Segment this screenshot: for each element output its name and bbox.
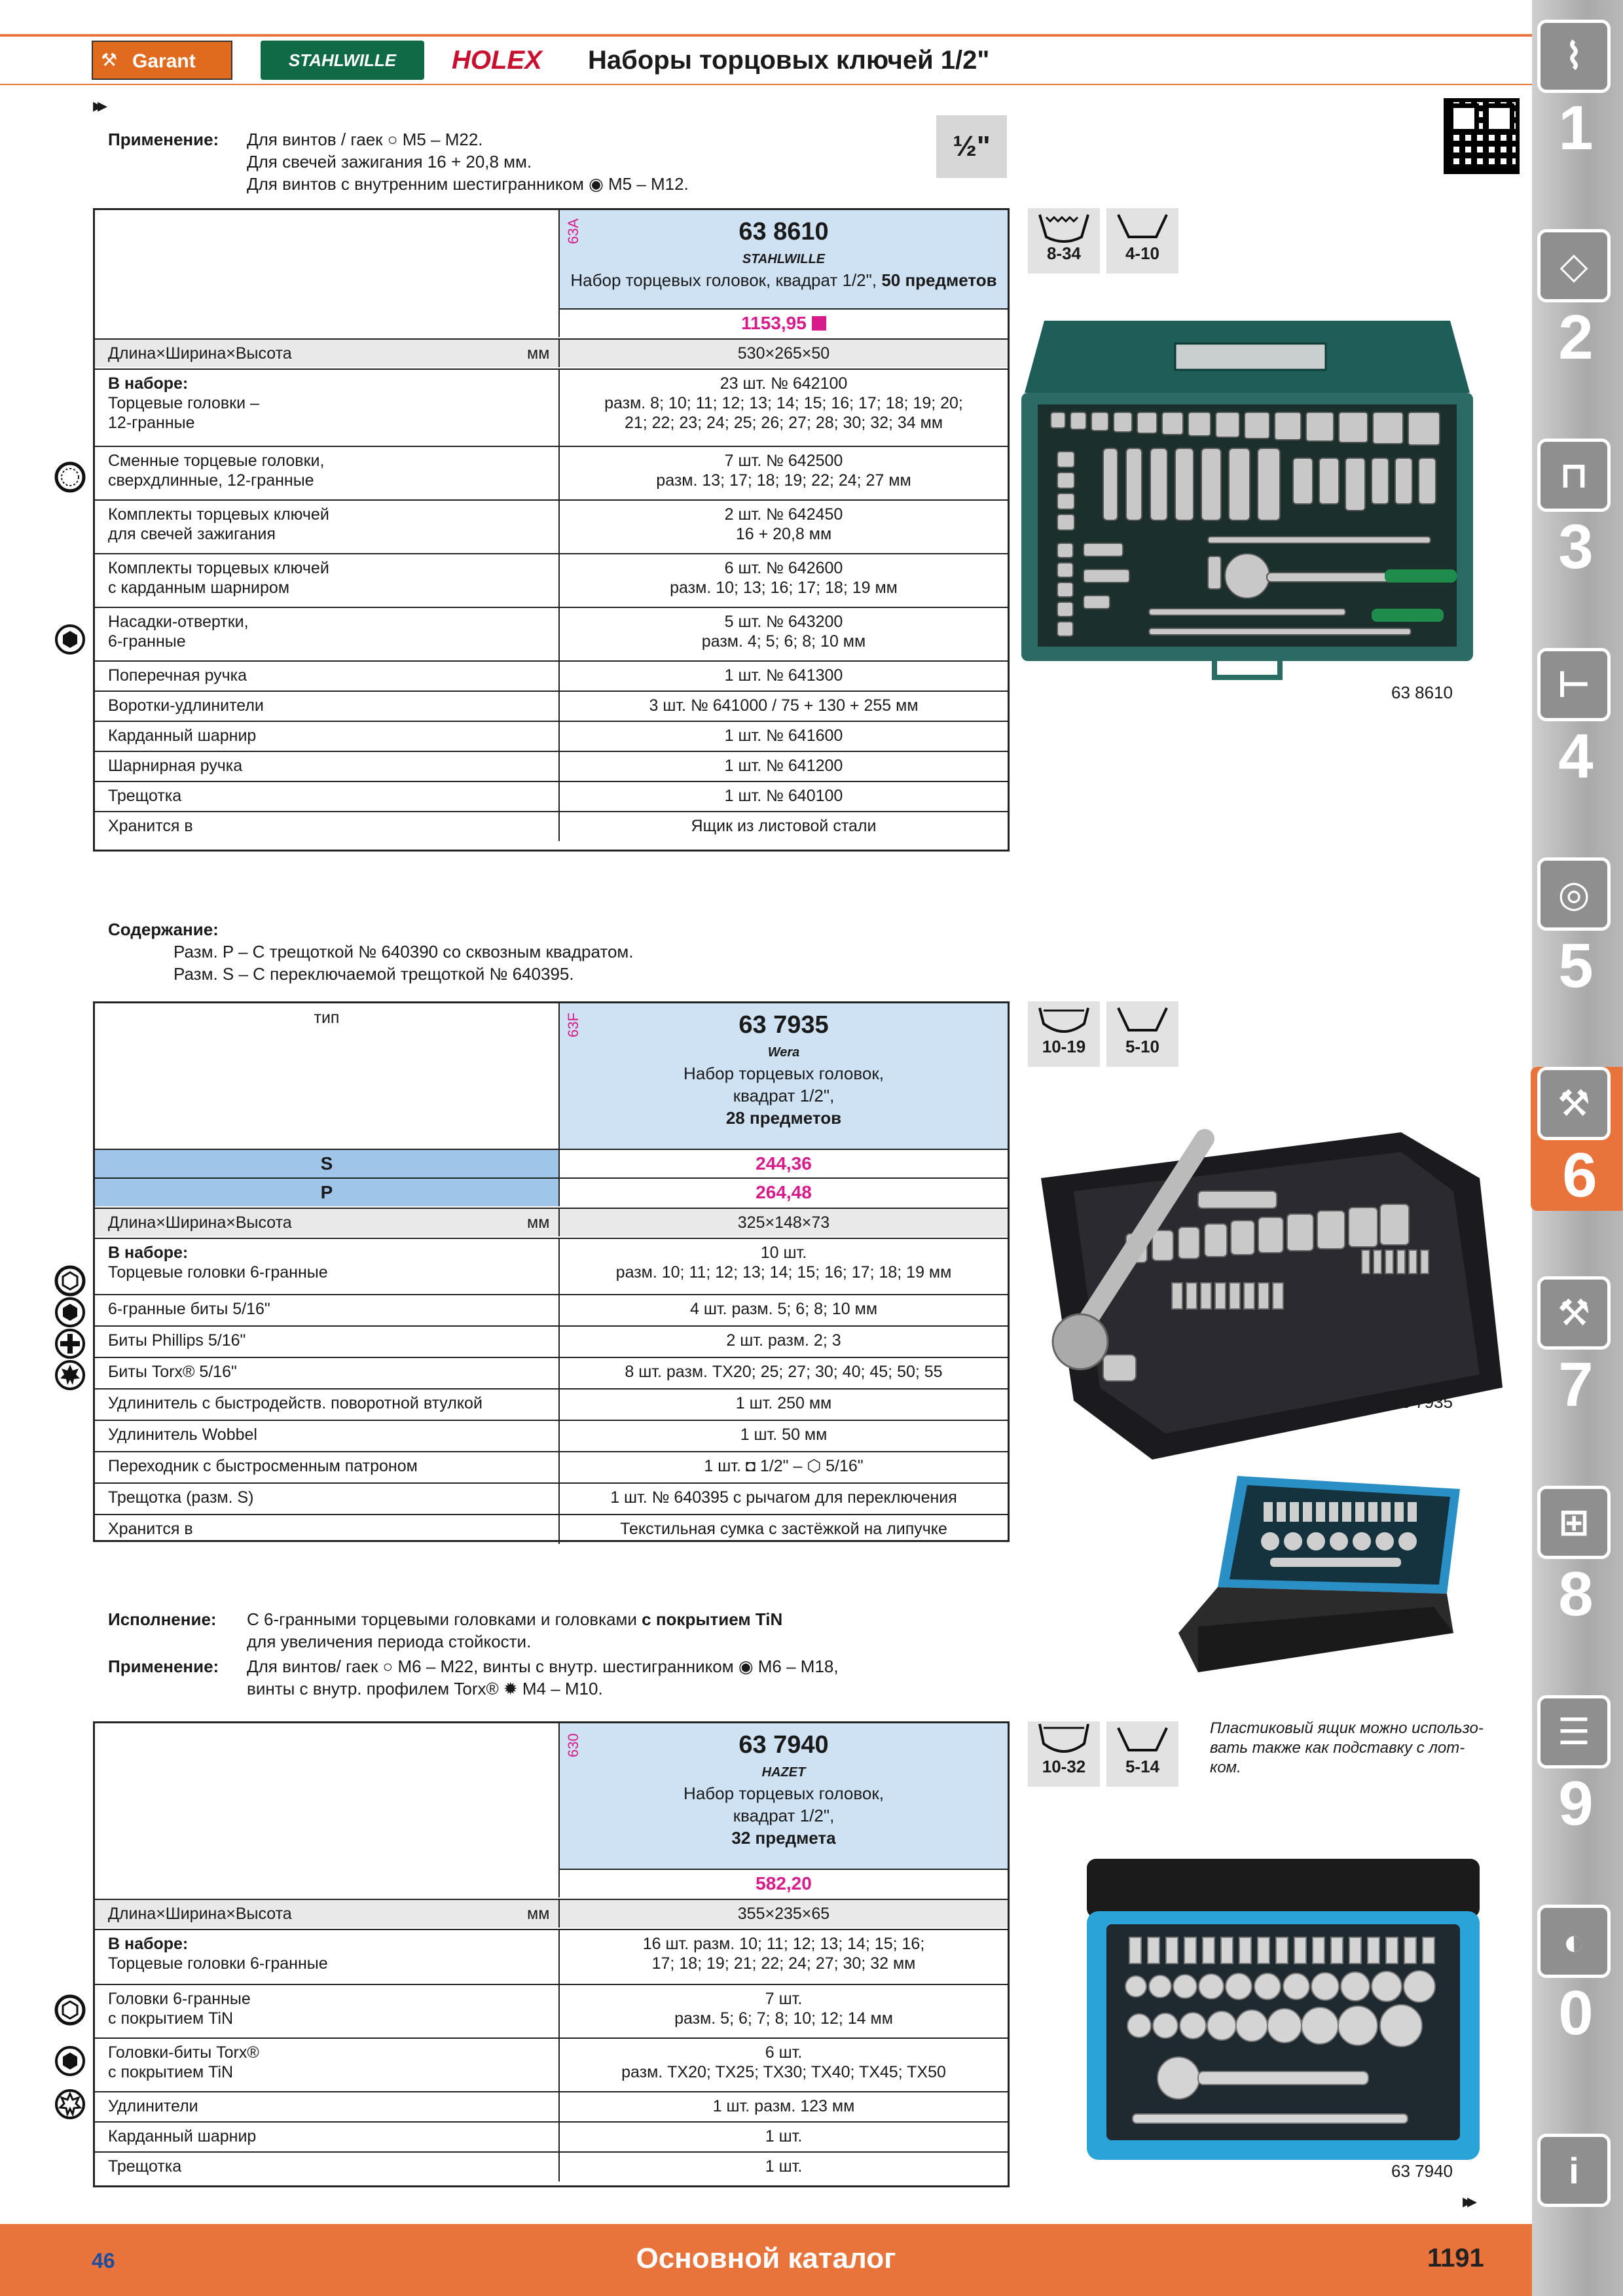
row-value: 1 шт.	[765, 2157, 803, 2176]
row-value: 1 шт.	[765, 2127, 803, 2145]
table-row	[95, 2151, 1008, 2181]
row-label: Трещотка (разм. S)	[108, 1488, 254, 1507]
row-value: Ящик из листовой стали	[691, 817, 877, 835]
content-line: Разм. S – С переключаемой трещоткой № 640395.	[173, 964, 574, 984]
table-row	[95, 691, 1008, 721]
row-label: 6-гранные	[108, 632, 186, 651]
footer	[0, 2224, 1532, 2296]
row-label: Хранится в	[108, 817, 193, 835]
hex-bit-icon	[1113, 1724, 1172, 1757]
product-header: 63F 63 7935 Wera Набор торцевых головок, квадрат 1/2", 28 предметов	[558, 1003, 1008, 1149]
row-label: Удлинитель Wobbel	[108, 1426, 257, 1444]
row-label: Удлинители	[108, 2097, 198, 2115]
socket-size-tile: 8-34	[1028, 208, 1100, 274]
table-row	[95, 499, 1008, 553]
tab-section-0[interactable]	[1537, 1905, 1614, 2049]
table-row	[95, 1294, 1008, 1325]
twelve-point-socket-icon	[54, 461, 86, 493]
photo-caption: 63 7940	[1391, 2161, 1453, 2181]
row-label: В наборе:	[108, 1244, 189, 1262]
row-value: разм. 8; 10; 11; 12; 13; 14; 15; 16; 17; 18; 19; 20;	[604, 394, 963, 412]
row-label: Карданный шарнир	[108, 2127, 257, 2145]
socket-size-tile: 10-32	[1028, 1721, 1100, 1787]
drill-icon: ⌇	[1537, 20, 1611, 93]
row-label: В наборе:	[108, 1935, 189, 1953]
table-row	[95, 660, 1008, 691]
hex-bit-icon	[1113, 211, 1172, 243]
row-label: Воротки-удлинители	[108, 696, 264, 715]
product-header: 630 63 7940 HAZET Набор торцевых головок, квадрат 1/2", 32 предмета	[558, 1723, 1008, 1869]
tab-section-6[interactable]	[1531, 1067, 1622, 1211]
internal-hex-icon	[54, 623, 86, 656]
row-label: Торцевые головки 6-гранные	[108, 1954, 328, 1973]
brand-mark: HAZET	[761, 1765, 806, 1780]
tab-number: 1	[1558, 93, 1594, 163]
tab-number: 5	[1558, 931, 1594, 1001]
product-table-637940	[93, 1721, 1010, 2187]
catalog-code: 63F	[565, 1013, 581, 1037]
row-value: 10 шт.	[760, 1244, 807, 1262]
internal-hex-icon	[54, 2045, 86, 2077]
six-point-socket-icon	[1034, 1004, 1093, 1037]
row-label: Трещотка	[108, 787, 182, 805]
grinding-disc-icon: ◎	[1537, 857, 1611, 931]
tab-number: 3	[1558, 512, 1594, 582]
row-value: разм. 4; 5; 6; 8; 10 мм	[701, 632, 866, 651]
price-row	[95, 1869, 1008, 1897]
tab-number: 8	[1558, 1559, 1594, 1629]
left-page-number: 46	[92, 2249, 115, 2272]
catalog-code: 630	[565, 1733, 581, 1757]
tab-number: 0	[1558, 1978, 1594, 2048]
row-label: 6-гранные биты 5/16"	[108, 1300, 270, 1318]
row-value: 1 шт. № 641600	[724, 726, 843, 745]
row-value: 2 шт. № 642450	[724, 505, 843, 524]
torx-icon	[54, 1359, 86, 1391]
twelve-point-socket-icon	[1034, 211, 1093, 243]
row-value: 23 шт. № 642100	[720, 374, 848, 393]
bit-size-tile: 4-10	[1106, 208, 1178, 274]
application-line: Для винтов / гаек ○ M5 – M22.	[247, 130, 483, 149]
content-label: Содержание:	[108, 920, 219, 939]
price-row	[95, 308, 1008, 337]
row-value: разм. TX20; TX25; TX30; TX40; TX45; TX50	[621, 2063, 946, 2081]
chuck-icon: ⊓	[1537, 439, 1611, 512]
row-value: 1 шт. № 641200	[724, 757, 843, 775]
table-row	[95, 1238, 1008, 1294]
insert-icon: ◇	[1537, 229, 1611, 302]
row-label: Торцевые головки 6-гранные	[108, 1263, 328, 1282]
row-label: Торцевые головки –	[108, 394, 259, 412]
row-value: разм. 5; 6; 7; 8; 10; 12; 14 мм	[674, 2009, 893, 2028]
row-value: 7 шт.	[765, 1990, 803, 2008]
row-label: Удлинитель с быстродейств. поворотной втулкой	[108, 1394, 483, 1412]
content-line: Разм. P – С трещоткой № 640390 со сквозным квадратом.	[173, 942, 634, 961]
row-label: Головки 6-гранные	[108, 1990, 251, 2008]
table-row	[95, 607, 1008, 660]
row-label: Сменные торцевые головки,	[108, 452, 325, 470]
tab-section-1[interactable]	[1537, 20, 1614, 164]
tab-section-7[interactable]	[1537, 1276, 1614, 1420]
table-row	[95, 553, 1008, 607]
info-icon: i	[1537, 2134, 1611, 2207]
tab-section-2[interactable]	[1537, 229, 1614, 373]
row-label: Трещотка	[108, 2157, 182, 2176]
holex-logo: HOLEX	[452, 46, 542, 75]
table-row	[95, 1514, 1008, 1544]
application-line: Для свечей зажигания 16 + 20,8 мм.	[247, 152, 532, 171]
table-row	[95, 446, 1008, 499]
row-value: 2 шт. разм. 2; 3	[726, 1331, 841, 1350]
page-number: 1191	[1427, 2244, 1484, 2272]
tab-number: 7	[1558, 1350, 1594, 1420]
internal-hex-icon	[54, 1296, 86, 1329]
row-label: Шарнирная ручка	[108, 757, 243, 775]
row-label: Переходник с быстросменным патроном	[108, 1457, 418, 1475]
row-value: разм. 10; 11; 12; 13; 14; 15; 16; 17; 18; 19 мм	[615, 1263, 952, 1282]
price: 1153,95	[741, 313, 807, 333]
row-value: 4 шт. разм. 5; 6; 8; 10 мм	[689, 1300, 878, 1318]
table-row	[95, 1984, 1008, 2037]
catalog-title: Основной каталог	[636, 2242, 896, 2274]
size-badge: ½"	[936, 115, 1007, 178]
row-value: 1 шт. № 640395 с рычагом для переключения	[610, 1488, 957, 1507]
table-row	[95, 368, 1008, 446]
row-value: разм. 13; 17; 18; 19; 22; 24; 27 мм	[656, 471, 911, 490]
table-row	[95, 1420, 1008, 1451]
table-row	[95, 751, 1008, 781]
row-label: Комплекты торцевых ключей	[108, 505, 329, 524]
row-value: 17; 18; 19; 21; 22; 24; 27; 30; 32 мм	[651, 1954, 916, 1973]
application-line: Для винтов с внутренним шестигранником ◉ M5 – M12.	[247, 174, 689, 194]
row-value: 1 шт. 250 мм	[735, 1394, 832, 1412]
row-label: Карданный шарнир	[108, 726, 257, 745]
caliper-icon: ⊢	[1537, 648, 1611, 721]
table-row	[95, 1451, 1008, 1482]
hammer-pliers-icon: ⚒	[1537, 1276, 1611, 1350]
row-value: Текстильная сумка с застёжкой на липучке	[620, 1520, 947, 1538]
product-photo-637935	[1034, 1126, 1506, 1466]
row-label: с покрытием TiN	[108, 2009, 234, 2028]
product-photo-637940	[1080, 1859, 1486, 2166]
execution-label: Исполнение:	[108, 1609, 217, 1629]
product-table-637935	[93, 1001, 1010, 1542]
row-label: с карданным шарниром	[108, 579, 290, 597]
brand-mark: STAHLWILLE	[742, 252, 826, 266]
variant-row-p[interactable]: P 264,48	[95, 1177, 1008, 1206]
row-value: 6 шт.	[765, 2043, 803, 2062]
row-value: 16 шт. разм. 10; 11; 12; 13; 14; 15; 16;	[642, 1935, 925, 1953]
screwdriver-wrench-icon: ⚒	[1537, 1067, 1611, 1140]
header-bottom-line	[0, 84, 1532, 85]
application-line: винты с внутр. профилем Torx® ✹ M4 – M10.	[247, 1679, 603, 1698]
product-photo-case-stand	[1172, 1476, 1467, 1692]
continue-arrows-icon: ▸▸	[93, 95, 103, 117]
row-label: Головки-биты Torx®	[108, 2043, 259, 2062]
table-row	[95, 1357, 1008, 1388]
dimensions-row: Длина×Ширина×Высота мм 325×148×73	[95, 1208, 1008, 1236]
row-value: 6 шт. № 642600	[724, 559, 843, 577]
row-value: 1 шт. № 641300	[724, 666, 843, 685]
table-row	[95, 2037, 1008, 2091]
cabinet-icon: ☰	[1537, 1695, 1611, 1768]
table-row	[95, 811, 1008, 841]
tab-section-9[interactable]	[1537, 1695, 1614, 1839]
row-label: Насадки-отвертки,	[108, 613, 249, 631]
socket-size-tile: 10-19	[1028, 1001, 1100, 1067]
row-label: с покрытием TiN	[108, 2063, 234, 2081]
price: 582,20	[756, 1873, 812, 1893]
brand-mark: Wera	[767, 1045, 800, 1060]
table-row	[95, 1929, 1008, 1984]
tab-section-3[interactable]	[1537, 439, 1614, 583]
stahlwille-logo: STAHLWILLE	[261, 41, 424, 80]
photo-caption: 63 7935	[1391, 1392, 1453, 1412]
hex-bit-icon	[1113, 1004, 1172, 1037]
product-header	[558, 210, 1008, 308]
tab-section-5[interactable]	[1537, 857, 1614, 1001]
type-label: тип	[314, 1009, 340, 1027]
product-description: Набор торцевых головок, квадрат 1/2", 50 предметов	[570, 270, 997, 290]
table-row	[95, 2091, 1008, 2121]
table-row	[95, 721, 1008, 751]
garant-logo: ⚒ Garant	[92, 41, 232, 80]
article-number: 63 7935	[739, 1011, 829, 1039]
tab-number: 2	[1558, 302, 1594, 372]
row-value: 1 шт. № 640100	[724, 787, 843, 805]
row-label: Комплекты торцевых ключей	[108, 559, 329, 577]
header-top-line	[0, 34, 1532, 37]
content-block	[108, 918, 828, 990]
table-row	[95, 1325, 1008, 1357]
safety-gear-icon: ◐	[1537, 1905, 1611, 1978]
row-value: 1 шт. 50 мм	[740, 1426, 828, 1444]
page-title: Наборы торцовых ключей 1/2"	[588, 46, 990, 75]
row-value: 8 шт. разм. TX20; 25; 27; 30; 40; 45; 50; 55	[625, 1363, 943, 1381]
torx-icon	[54, 2088, 86, 2121]
photo-caption: 63 8610	[1391, 683, 1453, 702]
garant-icon: ⚒	[101, 50, 118, 70]
table-row	[95, 781, 1008, 811]
row-label: Хранится в	[108, 1520, 193, 1538]
table-row	[95, 1388, 1008, 1420]
row-label: Биты Torx® 5/16"	[108, 1363, 237, 1381]
tab-number: 9	[1558, 1768, 1594, 1839]
row-label: сверхдлинные, 12-гранные	[108, 471, 314, 490]
variant-row-s[interactable]: S 244,36	[95, 1149, 1008, 1177]
six-point-socket-icon	[1034, 1724, 1093, 1757]
row-value: 21; 22; 23; 24; 25; 26; 27; 28; 30; 32; 34 мм	[624, 414, 943, 432]
article-number: 63 8610	[739, 218, 829, 245]
tab-section-i[interactable]	[1537, 2134, 1614, 2207]
row-value: 1 шт. ◘ 1/2" – ⬡ 5/16"	[704, 1457, 864, 1475]
execution-block: Исполнение: С 6-гранными торцевыми головками и головками с покрытием TiN для увеличения периода стойкости. Применение: Для винтов/ гаек ○ M6 – M22, винты с внутр. шестигранником ◉ M6 – M18, винты с внутр. профилем Torx® ✹ M4 – M10.	[108, 1609, 839, 1698]
catalog-code: 63A	[565, 218, 581, 244]
row-value: разм. 10; 13; 16; 17; 18; 19 мм	[670, 579, 898, 597]
phillips-icon	[54, 1327, 86, 1360]
row-label: Поперечная ручка	[108, 666, 247, 685]
row-label: В наборе:	[108, 374, 189, 393]
table-row	[95, 2121, 1008, 2151]
bit-size-tile: 5-14	[1106, 1721, 1178, 1787]
bit-size-tile: 5-10	[1106, 1001, 1178, 1067]
row-value: 1 шт. разм. 123 мм	[712, 2097, 855, 2115]
application-label: Применение:	[108, 130, 219, 149]
application-line: Для винтов/ гаек ○ M6 – M22, винты с внутр. шестигранником ◉ M6 – M18,	[247, 1657, 839, 1676]
hex-socket-icon	[54, 1265, 86, 1297]
row-value: 16 + 20,8 мм	[735, 525, 832, 543]
continue-arrows-icon: ▸▸	[1463, 2191, 1472, 2212]
article-number: 63 7940	[739, 1731, 829, 1759]
price-flag-icon	[812, 316, 826, 331]
row-value: 3 шт. № 641000 / 75 + 130 + 255 мм	[649, 696, 919, 715]
row-label: Биты Phillips 5/16"	[108, 1331, 246, 1350]
price: 244,36	[756, 1153, 812, 1174]
application-block-1	[108, 128, 894, 200]
hex-socket-icon	[54, 1994, 86, 2026]
tab-number: 6	[1562, 1140, 1597, 1210]
price: 264,48	[756, 1182, 812, 1202]
row-value: 7 шт. № 642500	[724, 452, 843, 470]
case-note: Пластиковый ящик можно использо- вать также как подставку с лот- ком.	[1210, 1719, 1484, 1776]
table-row	[95, 1482, 1008, 1514]
product-table-638610	[93, 208, 1010, 852]
application-label: Применение:	[108, 1657, 219, 1676]
workbench-icon: ⊞	[1537, 1486, 1611, 1559]
qr-code[interactable]	[1444, 98, 1520, 174]
tab-section-4[interactable]	[1537, 648, 1614, 792]
product-photo-638610	[1018, 321, 1476, 687]
row-label: для свечей зажигания	[108, 525, 276, 543]
tab-number: 4	[1558, 721, 1594, 791]
dimensions-row: Длина×Ширина×Высота мм 355×235×65	[95, 1899, 1008, 1928]
row-label: 12-гранные	[108, 414, 195, 432]
execution-text: С 6-гранными торцевыми головками и головками с покрытием TiN	[247, 1609, 783, 1629]
dimensions-row: Длина×Ширина×Высота мм 530×265×50	[95, 338, 1008, 367]
row-value: 5 шт. № 643200	[724, 613, 843, 631]
tab-section-8[interactable]	[1537, 1486, 1614, 1630]
